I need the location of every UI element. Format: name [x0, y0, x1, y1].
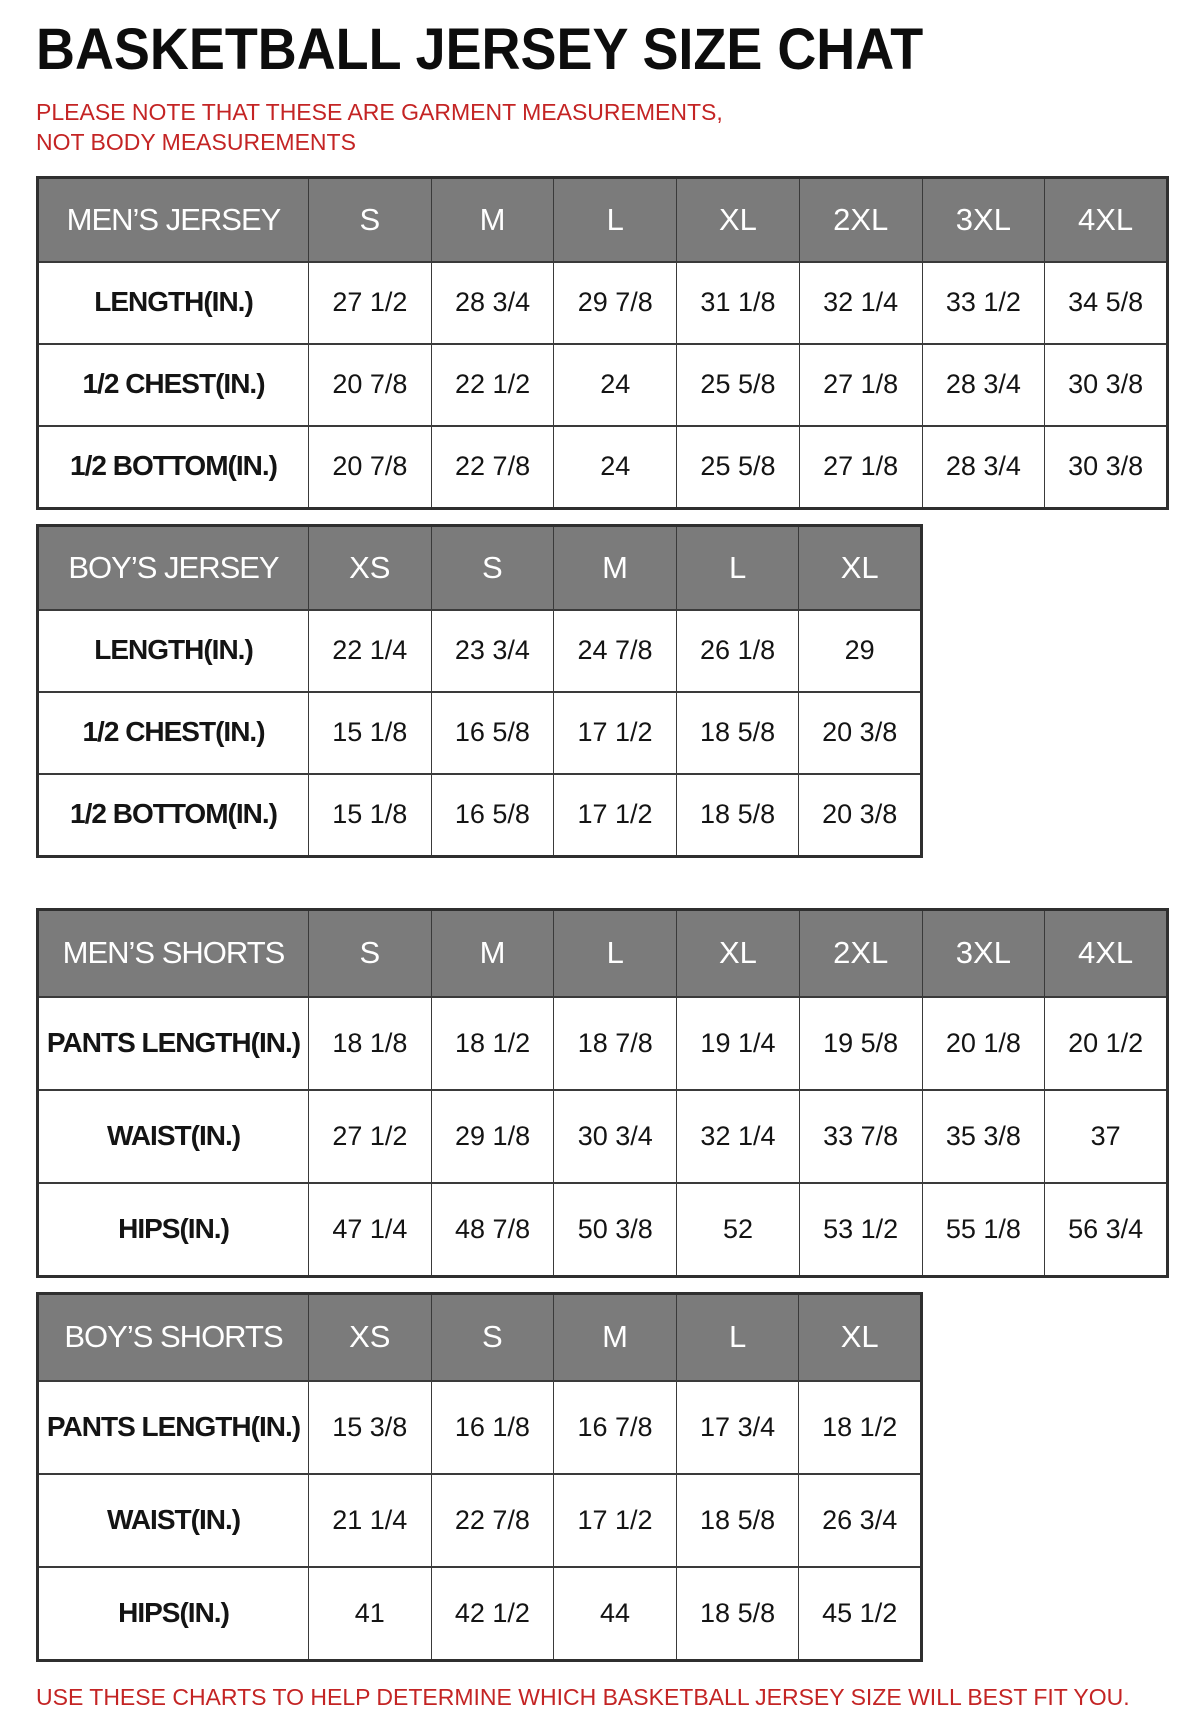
- value-cell: 18 5/8: [676, 1474, 799, 1567]
- value-cell: 52: [677, 1183, 800, 1277]
- value-cell: 45 1/2: [799, 1567, 922, 1661]
- value-cell: 30 3/8: [1045, 344, 1168, 426]
- row-label-cell: 1/2 BOTTOM(IN.): [38, 774, 309, 857]
- value-cell: 21 1/4: [309, 1474, 432, 1567]
- size-header-cell: S: [309, 909, 432, 997]
- row-label-cell: 1/2 CHEST(IN.): [38, 692, 309, 774]
- table-row: [38, 262, 1168, 344]
- value-cell: 16 5/8: [431, 692, 554, 774]
- value-cell: 22 7/8: [431, 1474, 554, 1567]
- value-cell: 55 1/8: [922, 1183, 1045, 1277]
- value-cell: 28 3/4: [922, 344, 1045, 426]
- value-cell: 22 1/4: [309, 610, 432, 692]
- boys-jersey-table-header-row: [38, 525, 922, 610]
- value-cell: 16 1/8: [431, 1381, 554, 1474]
- value-cell: 28 3/4: [922, 426, 1045, 509]
- value-cell: 32 1/4: [799, 262, 922, 344]
- value-cell: 34 5/8: [1045, 262, 1168, 344]
- size-header-cell: M: [431, 177, 554, 262]
- value-cell: 27 1/8: [799, 344, 922, 426]
- size-header-cell: 3XL: [922, 177, 1045, 262]
- row-label-cell: 1/2 BOTTOM(IN.): [38, 426, 309, 509]
- table-row: [38, 997, 1168, 1090]
- size-header-cell: L: [554, 177, 677, 262]
- size-header-cell: L: [554, 909, 677, 997]
- value-cell: 25 5/8: [677, 426, 800, 509]
- value-cell: 18 5/8: [676, 692, 799, 774]
- size-header-cell: M: [554, 1293, 677, 1381]
- size-header-cell: XL: [677, 177, 800, 262]
- value-cell: 18 1/8: [309, 997, 432, 1090]
- value-cell: 17 1/2: [554, 692, 677, 774]
- value-cell: 53 1/2: [799, 1183, 922, 1277]
- value-cell: 24: [554, 344, 677, 426]
- value-cell: 50 3/8: [554, 1183, 677, 1277]
- row-label-cell: LENGTH(IN.): [38, 610, 309, 692]
- table-row: [38, 774, 922, 857]
- value-cell: 23 3/4: [431, 610, 554, 692]
- size-header-cell: L: [676, 1293, 799, 1381]
- value-cell: 32 1/4: [677, 1090, 800, 1183]
- size-header-cell: S: [431, 1293, 554, 1381]
- value-cell: 29: [799, 610, 922, 692]
- value-cell: 26 1/8: [676, 610, 799, 692]
- value-cell: 28 3/4: [431, 262, 554, 344]
- value-cell: 31 1/8: [677, 262, 800, 344]
- mens-jersey-table-header-row: [38, 177, 1168, 262]
- value-cell: 30 3/4: [554, 1090, 677, 1183]
- value-cell: 48 7/8: [431, 1183, 554, 1277]
- row-label-cell: 1/2 CHEST(IN.): [38, 344, 309, 426]
- size-header-cell: 2XL: [799, 177, 922, 262]
- size-header-cell: L: [676, 525, 799, 610]
- value-cell: 47 1/4: [309, 1183, 432, 1277]
- garment-measurement-note: PLEASE NOTE THAT THESE ARE GARMENT MEASUREMENTS, NOT BODY MEASUREMENTS: [36, 99, 723, 156]
- table-row: [38, 1381, 922, 1474]
- value-cell: 33 7/8: [799, 1090, 922, 1183]
- size-header-cell: 4XL: [1045, 177, 1168, 262]
- page-title: BASKETBALL JERSEY SIZE CHAT: [36, 17, 924, 82]
- value-cell: 30 3/8: [1045, 426, 1168, 509]
- table-row: [38, 426, 1168, 509]
- row-label-cell: WAIST(IN.): [38, 1474, 309, 1567]
- row-label-cell: HIPS(IN.): [38, 1567, 309, 1661]
- row-label-cell: HIPS(IN.): [38, 1183, 309, 1277]
- boys-jersey-table: [36, 524, 923, 858]
- value-cell: 24 7/8: [554, 610, 677, 692]
- value-cell: 27 1/8: [799, 426, 922, 509]
- value-cell: 27 1/2: [309, 262, 432, 344]
- value-cell: 15 1/8: [309, 692, 432, 774]
- value-cell: 17 3/4: [676, 1381, 799, 1474]
- value-cell: 24: [554, 426, 677, 509]
- value-cell: 15 1/8: [309, 774, 432, 857]
- table-row: [38, 692, 922, 774]
- size-header-cell: S: [309, 177, 432, 262]
- size-header-cell: 2XL: [799, 909, 922, 997]
- table-row: [38, 1183, 1168, 1277]
- value-cell: 17 1/2: [554, 1474, 677, 1567]
- value-cell: 26 3/4: [799, 1474, 922, 1567]
- value-cell: 16 5/8: [431, 774, 554, 857]
- value-cell: 20 1/8: [922, 997, 1045, 1090]
- row-label-cell: WAIST(IN.): [38, 1090, 309, 1183]
- value-cell: 20 7/8: [309, 344, 432, 426]
- value-cell: 22 1/2: [431, 344, 554, 426]
- table-row: [38, 1090, 1168, 1183]
- mens-jersey-table: [36, 176, 1169, 510]
- size-header-cell: XS: [309, 525, 432, 610]
- value-cell: 20 7/8: [309, 426, 432, 509]
- size-header-cell: 3XL: [922, 909, 1045, 997]
- size-header-cell: 4XL: [1045, 909, 1168, 997]
- table-row: [38, 1474, 922, 1567]
- row-label-cell: LENGTH(IN.): [38, 262, 309, 344]
- value-cell: 19 5/8: [799, 997, 922, 1090]
- value-cell: 42 1/2: [431, 1567, 554, 1661]
- value-cell: 18 5/8: [676, 1567, 799, 1661]
- value-cell: 25 5/8: [677, 344, 800, 426]
- value-cell: 18 1/2: [799, 1381, 922, 1474]
- value-cell: 16 7/8: [554, 1381, 677, 1474]
- value-cell: 35 3/8: [922, 1090, 1045, 1183]
- value-cell: 29 7/8: [554, 262, 677, 344]
- row-label-cell: PANTS LENGTH(IN.): [38, 1381, 309, 1474]
- value-cell: 20 3/8: [799, 774, 922, 857]
- size-header-cell: XL: [799, 1293, 922, 1381]
- boys-shorts-table-title-cell: BOY’S SHORTS: [38, 1293, 309, 1381]
- value-cell: 17 1/2: [554, 774, 677, 857]
- table-row: [38, 1567, 922, 1661]
- mens-shorts-table-header-row: [38, 909, 1168, 997]
- value-cell: 56 3/4: [1045, 1183, 1168, 1277]
- size-header-cell: M: [431, 909, 554, 997]
- value-cell: 15 3/8: [309, 1381, 432, 1474]
- value-cell: 29 1/8: [431, 1090, 554, 1183]
- value-cell: 18 5/8: [676, 774, 799, 857]
- value-cell: 20 1/2: [1045, 997, 1168, 1090]
- boys-shorts-table-header-row: [38, 1293, 922, 1381]
- value-cell: 18 1/2: [431, 997, 554, 1090]
- value-cell: 44: [554, 1567, 677, 1661]
- value-cell: 37: [1045, 1090, 1168, 1183]
- size-tables-container: [36, 176, 1180, 1662]
- mens-shorts-table: [36, 908, 1169, 1278]
- mens-shorts-table-title-cell: MEN’S SHORTS: [38, 909, 309, 997]
- value-cell: 19 1/4: [677, 997, 800, 1090]
- size-header-cell: S: [431, 525, 554, 610]
- size-header-cell: XL: [677, 909, 800, 997]
- boys-shorts-table: [36, 1292, 923, 1662]
- table-row: [38, 610, 922, 692]
- size-header-cell: XL: [799, 525, 922, 610]
- value-cell: 18 7/8: [554, 997, 677, 1090]
- table-row: [38, 344, 1168, 426]
- fit-advice-note: USE THESE CHARTS TO HELP DETERMINE WHICH BASKETBALL JERSEY SIZE WILL BEST FIT YOU.: [36, 1683, 1130, 1710]
- value-cell: 33 1/2: [922, 262, 1045, 344]
- size-header-cell: XS: [309, 1293, 432, 1381]
- boys-jersey-table-title-cell: BOY’S JERSEY: [38, 525, 309, 610]
- value-cell: 27 1/2: [309, 1090, 432, 1183]
- row-label-cell: PANTS LENGTH(IN.): [38, 997, 309, 1090]
- value-cell: 41: [309, 1567, 432, 1661]
- mens-jersey-table-title-cell: MEN’S JERSEY: [38, 177, 309, 262]
- value-cell: 20 3/8: [799, 692, 922, 774]
- size-header-cell: M: [554, 525, 677, 610]
- value-cell: 22 7/8: [431, 426, 554, 509]
